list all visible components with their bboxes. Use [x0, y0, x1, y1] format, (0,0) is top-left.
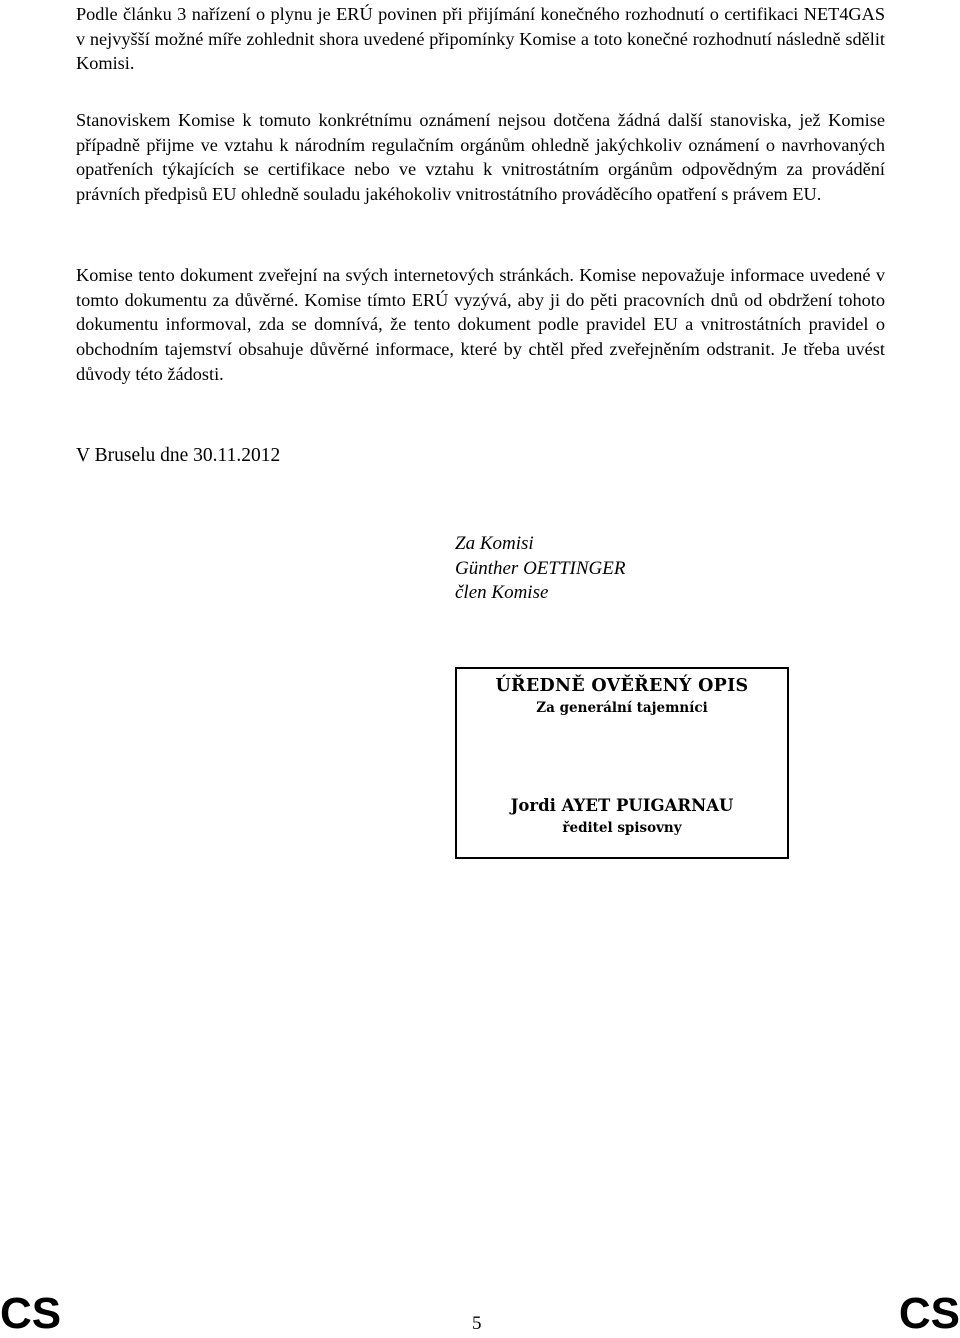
page-number: 5	[472, 1313, 482, 1334]
footer-language-code-right: CS	[898, 1289, 960, 1338]
signature-name: Günther OETTINGER	[455, 557, 626, 579]
stamp-signatory-role: ředitel spisovny	[562, 820, 682, 836]
signature-line-on-behalf: Za Komisi	[455, 533, 534, 554]
paragraph-certification-notice: Podle článku 3 nařízení o plynu je ERÚ povinen při přijímání konečného rozhodnutí o certifikaci NET4GAS v nejvyšší možné míře zohlednit shora uvedené připomínky Komise a toto konečné rozhodnutí následně sdělit Komisi.	[76, 4, 885, 74]
date-line: V Bruselu dne 30.11.2012	[76, 445, 281, 466]
signature-block	[455, 532, 625, 606]
signature-role: člen Komise	[455, 582, 549, 603]
paragraph-other-opinions: Stanoviskem Komise k tomuto konkrétnímu oznámení nejsou dotčena žádná další stanoviska, jež Komise případně přijme ve vztahu k národním regulačním orgánům ohledně jakýchkoliv oznámení o navrhovaných opatřeních týkajících se certifikace nebo ve vztahu k vnitrostátním orgánům odpovědným za provádění právních předpisů EU ohledně souladu jakéhokoliv vnitrostátního prováděcího opatření s právem EU.	[76, 110, 885, 205]
stamp-title: ÚŘEDNĚ OVĚŘENÝ OPIS	[495, 676, 749, 696]
paragraph-publication-notice: Komise tento dokument zveřejní na svých internetových stránkách. Komise nepovažuje informace uvedené v tomto dokumentu za důvěrné. Komise tímto ERÚ vyzývá, aby ji do pěti pracovních dnů od obdržení tohoto dokumentu informoval, zda se domnívá, že tento dokument podle pravidel EU a vnitrostátních pravidel o obchodním tajemství obsahuje důvěrné informace, které by chtěl před zveřejněním odstranit. Je třeba uvést důvody této žádosti.	[76, 265, 885, 384]
stamp-subtitle: Za generální tajemníci	[536, 700, 708, 716]
certified-copy-stamp	[455, 667, 789, 859]
stamp-signatory-name: Jordi AYET PUIGARNAU	[510, 796, 734, 815]
footer-language-code-left: CS	[0, 1289, 62, 1338]
